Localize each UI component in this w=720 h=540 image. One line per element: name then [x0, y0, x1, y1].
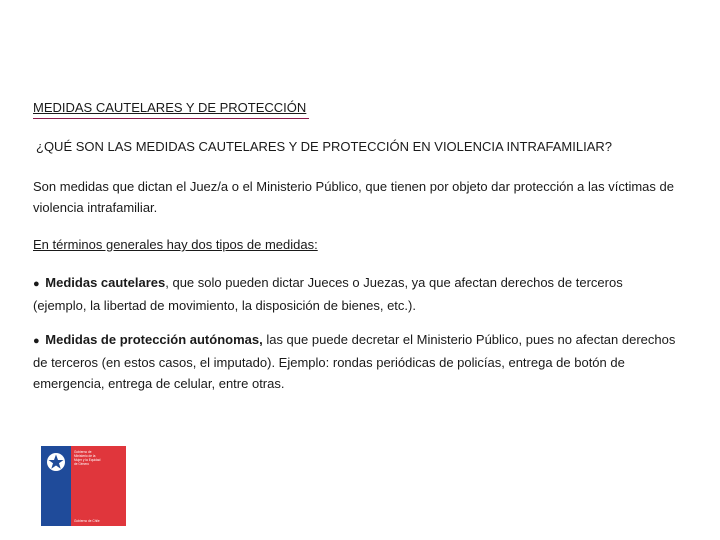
measure-item-proteccion	[33, 329, 678, 394]
measure-term: Medidas cautelares	[45, 275, 166, 290]
logo-footer-text: Gobierno de Chile	[74, 519, 100, 523]
types-intro: En términos generales hay dos tipos de medidas:	[33, 237, 318, 252]
ministry-logo	[41, 446, 126, 526]
measure-term: Medidas de protección autónomas,	[45, 332, 263, 347]
measure-item-cautelares	[33, 272, 678, 316]
bullet-icon: ●	[33, 278, 40, 290]
chile-star-emblem-icon	[46, 452, 66, 472]
logo-red-band	[71, 446, 126, 526]
logo-blue-band	[41, 446, 71, 526]
bullet-icon: ●	[33, 335, 40, 347]
measure-description: , que solo pueden dictar Jueces o Juezas, ya que afectan derechos de terceros (ejemplo, la libertad de movimiento, la disposición de bienes, etc.).	[33, 275, 623, 313]
logo-text: Gobierno de Ministerio de la Mujer y la Equidad de Género	[74, 450, 101, 467]
definition-paragraph: Son medidas que dictan el Juez/a o el Ministerio Público, que tienen por objeto dar protección a las víctimas de violencia intrafamiliar.	[33, 179, 674, 215]
measure-description: las que puede decretar el Ministerio Público, pues no afectan derechos de terceros (en estos casos, el imputado). Ejemplo: rondas periódicas de policías, entrega de botón de emergencia, entrega de celular, entre otras.	[33, 332, 676, 391]
section-title: MEDIDAS CAUTELARES Y DE PROTECCIÓN	[33, 100, 307, 115]
title-underline-rule	[33, 118, 309, 119]
question-heading: ¿QUÉ SON LAS MEDIDAS CAUTELARES Y DE PROTECCIÓN EN VIOLENCIA INTRAFAMILIAR?	[36, 139, 612, 154]
